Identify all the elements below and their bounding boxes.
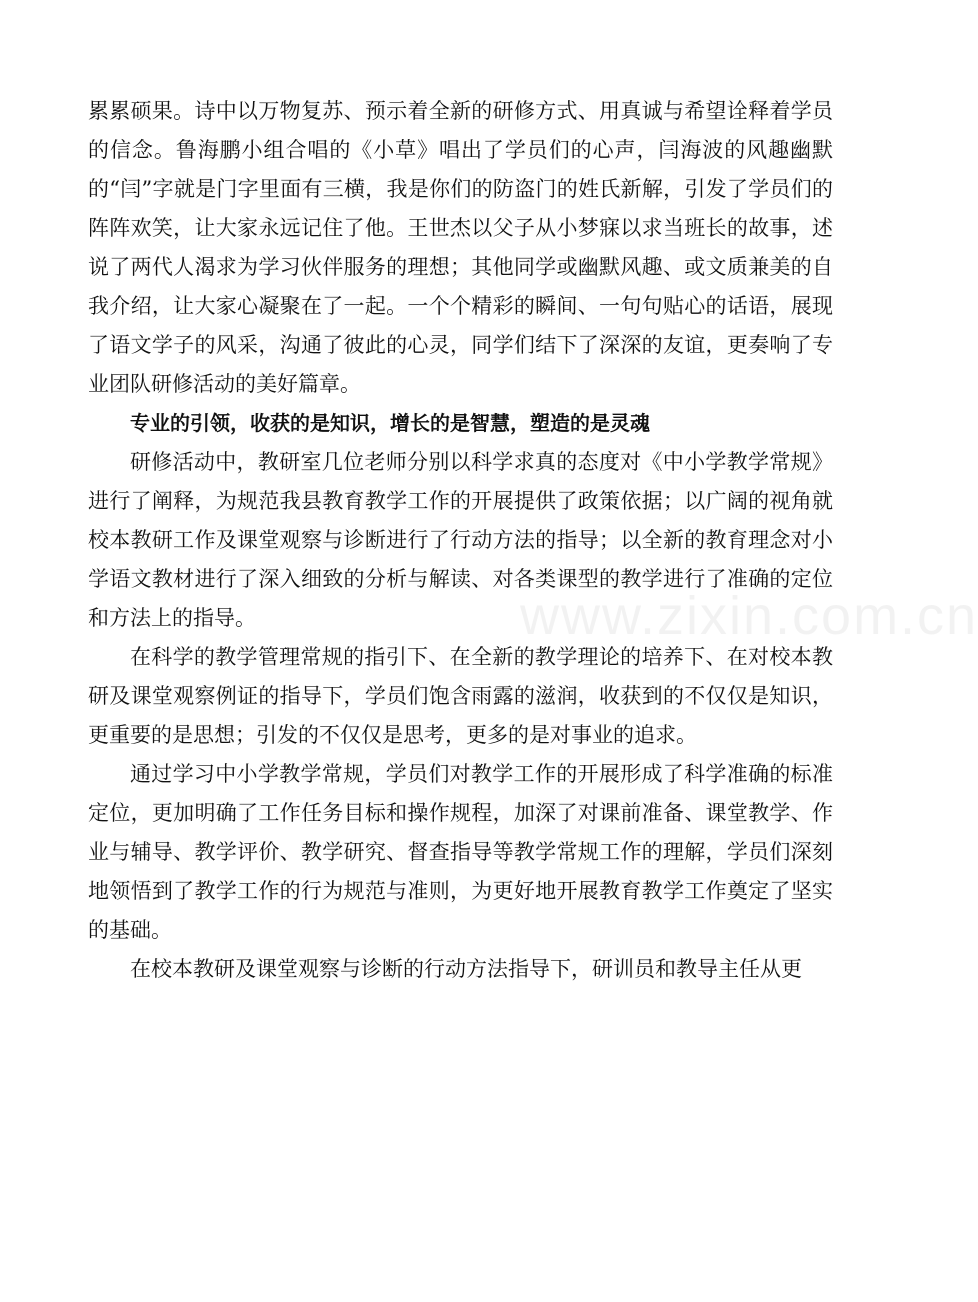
- paragraph-2: 研修活动中，教研室几位老师分别以科学求真的态度对《中小学教学常规》进行了阐释，为规范我县教育教学工作的开展提供了政策依据；以广阔的视角就校本教研工作及课堂观察与诊断进行了行动方法的指导；以全新的教育理念对小学语文教材进行了深入细致的分析与解读、对各类课型的教学进行了准确的定位和方法上的指导。: [88, 450, 833, 630]
- watermark: www.zixin.com.cn: [520, 586, 978, 646]
- paragraph-1: 累累硕果。诗中以万物复苏、预示着全新的研修方式、用真诚与希望诠释着学员的信念。鲁海鹏小组合唱的《小草》唱出了学员们的心声，闫海波的风趣幽默的“闫”字就是门字里面有三横，我是你们的防盗门的姓氏新解，引发了学员们的阵阵欢笑，让大家永远记住了他。王世杰以父子从小梦寐以求当班长的故事，述说了两代人渴求为学习伙伴服务的理想；其他同学或幽默风趣、或文质兼美的自我介绍，让大家心凝聚在了一起。一个个精彩的瞬间、一句句贴心的话语，展现了语文学子的风采，沟通了彼此的心灵，同学们结下了深深的友谊，更奏响了专业团队研修活动的美好篇章。: [88, 99, 833, 396]
- paragraph-3: 在科学的教学管理常规的指引下、在全新的教学理论的培养下、在对校本教研及课堂观察例证的指导下，学员们饱含雨露的滋润，收获到的不仅仅是知识，更重要的是思想；引发的不仅仅是思考，更多的是对事业的追求。: [88, 645, 833, 747]
- paragraph-4: 通过学习中小学教学常规，学员们对教学工作的开展形成了科学准确的标准定位，更加明确了工作任务目标和操作规程，加深了对课前准备、课堂教学、作业与辅导、教学评价、教学研究、督查指导等教学常规工作的理解，学员们深刻地领悟到了教学工作的行为规范与准则，为更好地开展教育教学工作奠定了坚实的基础。: [88, 762, 833, 942]
- section-heading: 专业的引领，收获的是知识，增长的是智慧，塑造的是灵魂: [130, 411, 650, 435]
- paragraph-5: 在校本教研及课堂观察与诊断的行动方法指导下，研训员和教导主任从更: [130, 957, 802, 981]
- document-body: [88, 92, 833, 989]
